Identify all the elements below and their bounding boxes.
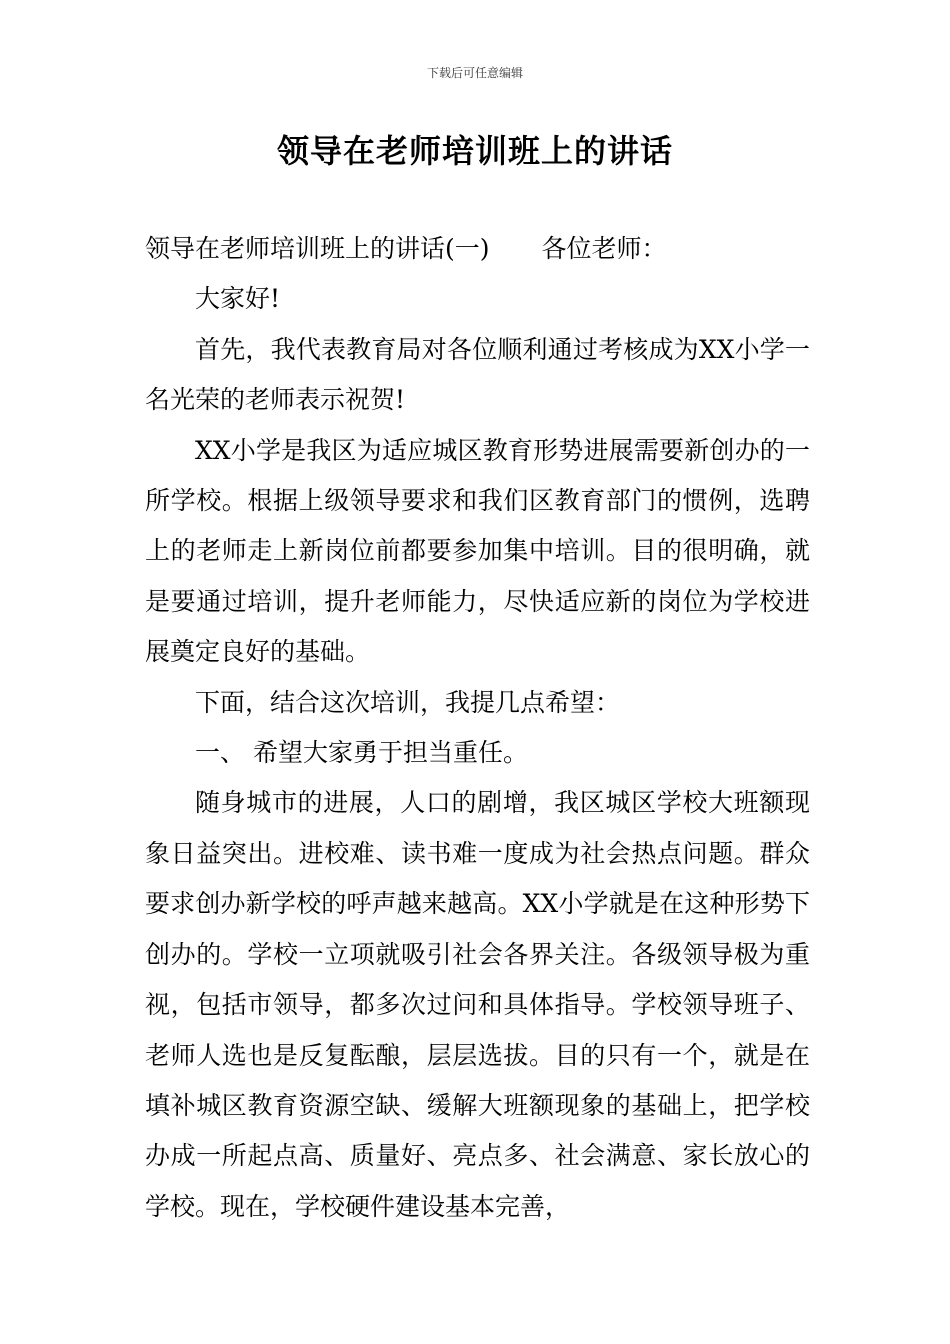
document-body [145,224,810,1232]
header-note: 下载后可任意编辑 [426,66,523,80]
paragraph: 首先，我代表教育局对各位顺利通过考核成为XX小学一名光荣的老师表示祝贺! [145,334,810,415]
paragraph: 大家好! [195,284,281,314]
paragraph: 随身城市的进展，人口的剧增，我区城区学校大班额现象日益突出。进校难、读书难一度成为社会热点问题。群众要求创办新学校的呼声越来越高。XX小学就是在这种形势下创办的。学校一立项就吸引社会各界关注。各级领导极为重视，包括市领导，都多次过问和具体指导。学校领导班子、老师人选也是反复酝酿，层层选拔。目的只有一个，就是在填补城区教育资源空缺、缓解大班额现象的基础上，把学校办成一所起点高、质量好、亮点多、社会满意、家长放心的学校。现在，学校硬件建设基本完善， [145,788,810,1221]
section-heading: 一、 希望大家勇于担当重任。 [195,738,528,768]
salutation: 各位老师： [541,234,667,263]
document-subtitle: 领导在老师培训班上的讲话(一) [145,234,490,263]
document-title: 领导在老师培训班上的讲话 [276,132,673,170]
subtitle-line [145,224,810,274]
paragraph: XX小学是我区为适应城区教育形势进展需要新创办的一所学校。根据上级领导要求和我们区教育部门的惯例，选聘上的老师走上新岗位前都要参加集中培训。目的很明确，就是要通过培训，提升老师能力，尽快适应新的岗位为学校进展奠定良好的基础。 [145,435,810,667]
paragraph: 下面，结合这次培训，我提几点希望： [195,687,621,717]
